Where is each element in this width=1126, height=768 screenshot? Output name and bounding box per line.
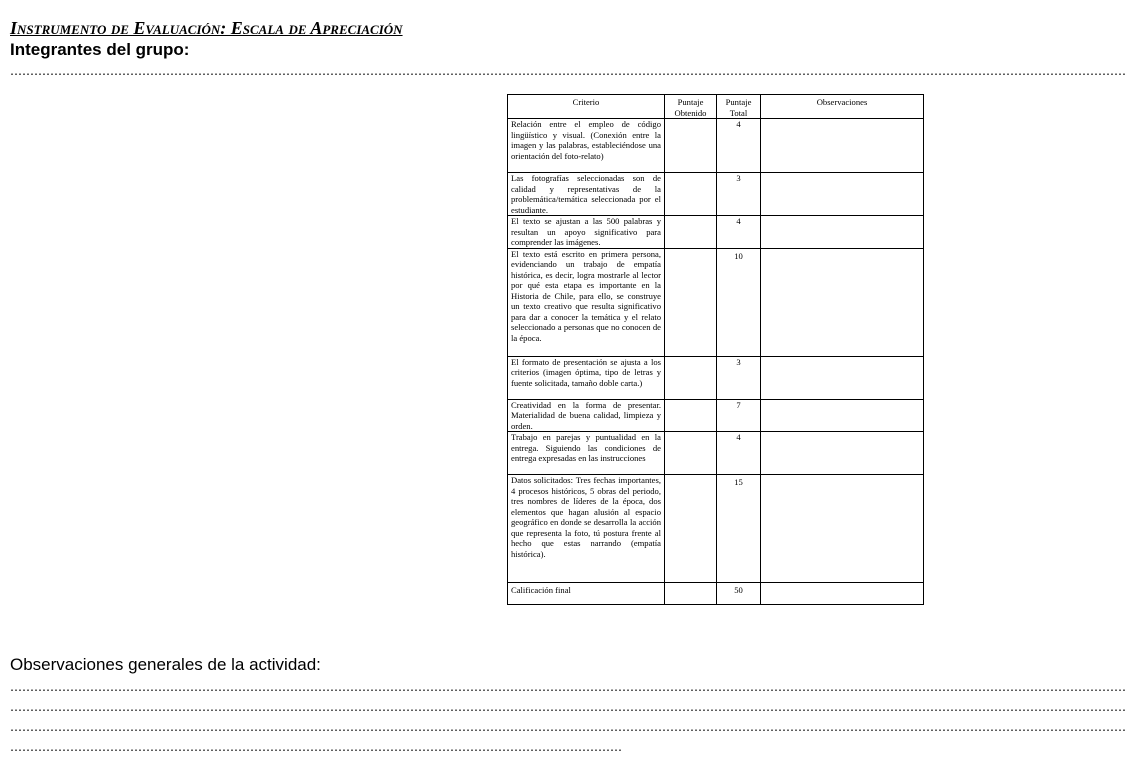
observations-cell[interactable] (761, 216, 924, 249)
observations-cell[interactable] (761, 356, 924, 399)
header-puntaje-total: Puntaje Total (717, 95, 761, 119)
general-observations-label: Observaciones generales de la actividad: (10, 655, 321, 674)
evaluation-rubric-table (507, 94, 924, 605)
criterion-cell: El texto está escrito en primera persona, evidenciando un trabajo de empatía histórica, es decir, logra mostrarle al lector por qué esta etapa es importante en la Historia de Chile, para ello, se construye un texto creativo que resulta significativo para dar a conocer la temática y el relato seleccionado a personas que no conocen de la época. (508, 248, 665, 356)
obtained-score-cell[interactable] (665, 432, 717, 475)
observations-dotted-line: ……………………………………………………………………………………………………………………………………………………………………………………………………………………………………………………… (10, 720, 1126, 734)
group-members-label: Integrantes del grupo: (10, 40, 190, 59)
criterion-cell: Relación entre el empleo de código lingüístico y visual. (Conexión entre la imagen y las palabras, estableciéndose una orientación del foto-relato) (508, 119, 665, 173)
criterion-cell: El texto se ajustan a las 500 palabras y resultan un apoyo significativo para comprender las imágenes. (508, 216, 665, 249)
total-score-cell: 15 (717, 475, 761, 583)
total-score-cell: 50 (717, 583, 761, 605)
criterion-cell: Creatividad en la forma de presentar. Materialidad de buena calidad, limpieza y orden. (508, 399, 665, 432)
criterion-cell: Las fotografías seleccionadas son de calidad y representativas de la problemática/temática seleccionada por el estudiante. (508, 173, 665, 216)
document-title: Instrumento de Evaluación: Escala de Apreciación (10, 18, 403, 38)
observations-cell[interactable] (761, 248, 924, 356)
observations-cell[interactable] (761, 173, 924, 216)
obtained-score-cell[interactable] (665, 399, 717, 432)
table-row (508, 216, 924, 249)
criterion-cell: Datos solicitados: Tres fechas importantes, 4 procesos históricos, 5 obras del periodo, tres nombres de líderes de la época, dos elementos que hagan alusión al espacio geográfico en donde se desarrolla la acción que representa la foto, tú postura frente al hecho que estas narrando (empatía histórica). (508, 475, 665, 583)
observations-cell[interactable] (761, 119, 924, 173)
total-score-cell: 4 (717, 432, 761, 475)
obtained-score-cell[interactable] (665, 216, 717, 249)
total-score-cell: 10 (717, 248, 761, 356)
obtained-score-cell[interactable] (665, 119, 717, 173)
table-row (508, 248, 924, 356)
header-puntaje-obtenido: Puntaje Obtenido (665, 95, 717, 119)
observations-dotted-line: ……………………………………………………………………………………………………………………………………… (10, 740, 622, 754)
table-row (508, 432, 924, 475)
table-row (508, 475, 924, 583)
table-header-row (508, 95, 924, 119)
table-row (508, 356, 924, 399)
total-score-cell: 3 (717, 356, 761, 399)
header-criterio: Criterio (508, 95, 665, 119)
total-score-cell: 4 (717, 119, 761, 173)
observations-dotted-line: ……………………………………………………………………………………………………………………………………………………………………………………………………………………………………………………… (10, 700, 1126, 714)
criterion-cell: Trabajo en parejas y puntualidad en la entrega. Siguiendo las condiciones de entrega expresadas en las instrucciones (508, 432, 665, 475)
table-row-final-grade (508, 583, 924, 605)
final-grade-label: Calificación final (508, 583, 665, 605)
table-row (508, 399, 924, 432)
table-row (508, 119, 924, 173)
obtained-score-cell[interactable] (665, 475, 717, 583)
obtained-score-cell[interactable] (665, 173, 717, 216)
observations-cell[interactable] (761, 399, 924, 432)
header-observaciones: Observaciones (761, 95, 924, 119)
obtained-score-cell[interactable] (665, 356, 717, 399)
total-score-cell: 4 (717, 216, 761, 249)
table-row (508, 173, 924, 216)
observations-cell[interactable] (761, 583, 924, 605)
total-score-cell: 7 (717, 399, 761, 432)
obtained-score-cell[interactable] (665, 248, 717, 356)
members-dotted-line: ……………………………………………………………………………………………………………………………………………………………………………………………………………………………………………………… (10, 64, 1126, 78)
obtained-score-cell[interactable] (665, 583, 717, 605)
total-score-cell: 3 (717, 173, 761, 216)
criterion-cell: El formato de presentación se ajusta a los criterios (imagen óptima, tipo de letras y fuente solicitada, tamaño doble carta.) (508, 356, 665, 399)
observations-dotted-line: ……………………………………………………………………………………………………………………………………………………………………………………………………………………………………………………… (10, 680, 1126, 694)
observations-cell[interactable] (761, 475, 924, 583)
observations-cell[interactable] (761, 432, 924, 475)
